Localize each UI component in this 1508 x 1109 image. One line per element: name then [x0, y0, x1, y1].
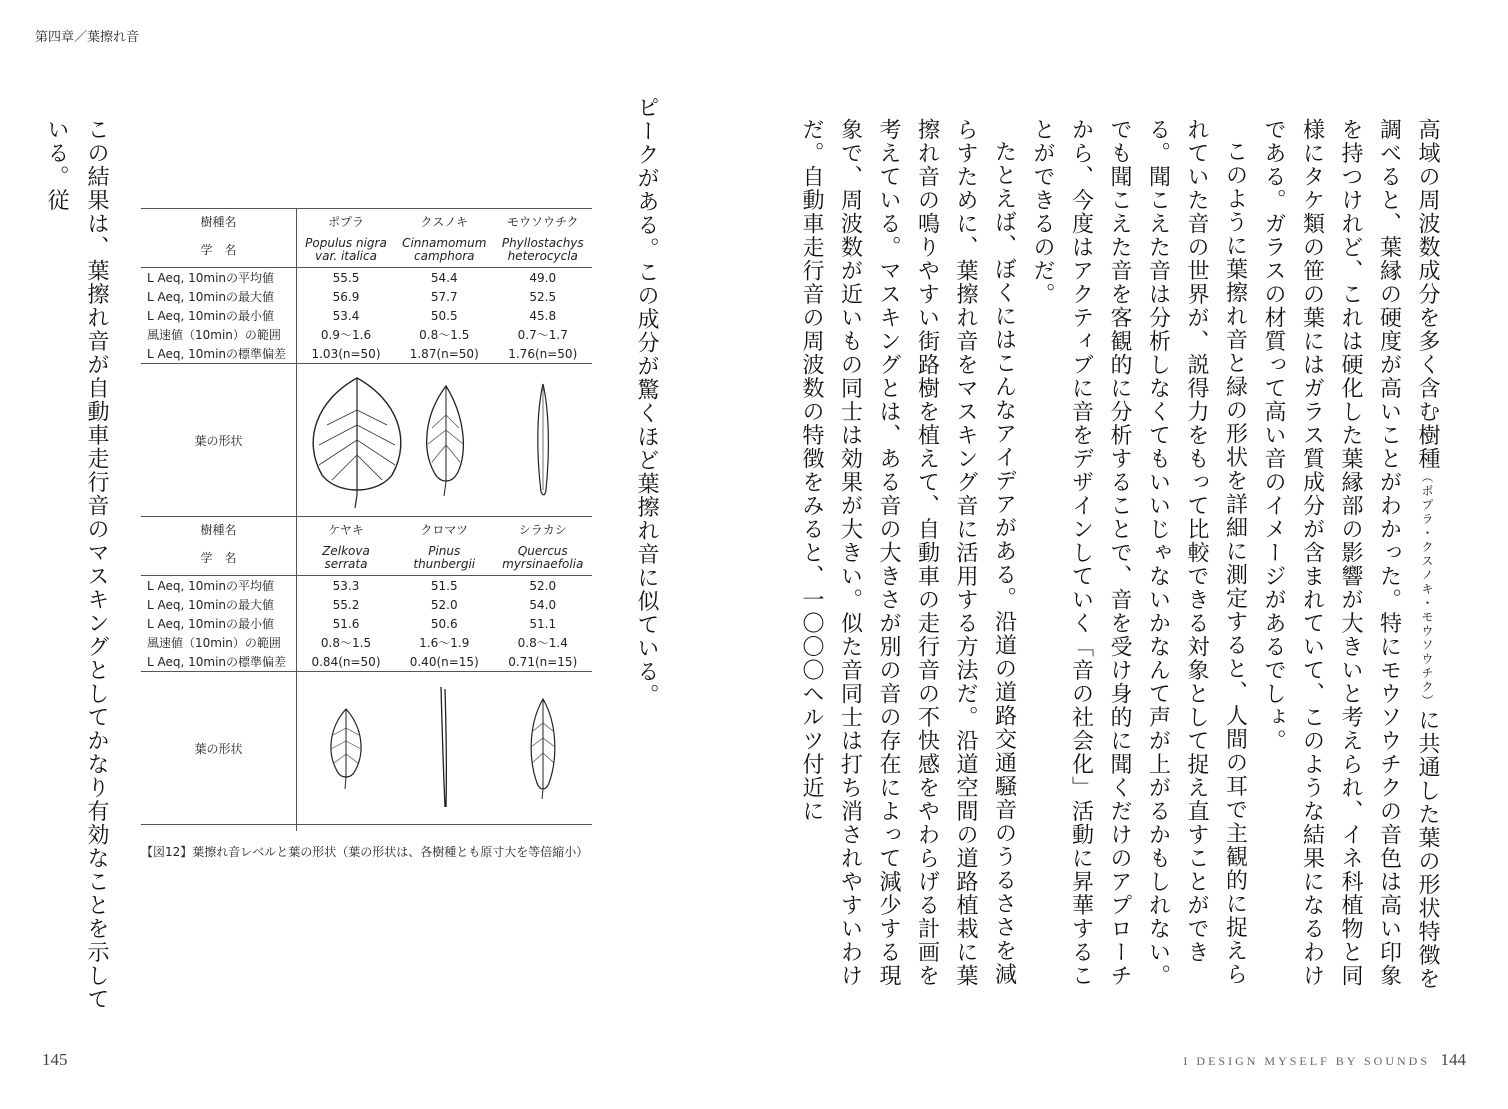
row-label: L Aeq, 10minの最大値 — [141, 595, 297, 614]
scientific-name-row — [141, 541, 592, 576]
poplar-leaf-illustration — [297, 364, 396, 517]
row-label: 風速値（10min）の範囲 — [141, 325, 297, 344]
tree-name: ケヤキ — [297, 517, 396, 542]
table-cell — [395, 825, 494, 832]
table-cell: 50.5 — [430, 308, 458, 323]
row-label: 風速値（10min）の範囲 — [141, 633, 297, 652]
row-label: L Aeq, 10minの最大値 — [141, 287, 297, 306]
page-number-left: 145 — [42, 1050, 68, 1069]
row-label: L Aeq, 10minの最小値 — [141, 306, 297, 325]
table-cell: 57.7 — [430, 289, 458, 304]
table-cell: 50.6 — [430, 616, 458, 631]
quercus-leaf-illustration — [494, 672, 593, 825]
scientific-name: Cinnamomum camphora — [402, 236, 487, 263]
moso-bamboo-leaf-illustration — [494, 364, 593, 517]
laeq-stddev-row — [141, 344, 592, 364]
tree-name: シラカシ — [494, 517, 593, 542]
table-cell: 53.4 — [332, 308, 360, 323]
row-label: L Aeq, 10minの平均値 — [141, 576, 297, 596]
zelkova-leaf-illustration — [297, 672, 396, 825]
tree-name-row — [141, 517, 592, 542]
tree-name-row — [141, 209, 592, 234]
laeq-min-row — [141, 306, 592, 325]
table-cell: 1.6〜1.9 — [419, 636, 470, 650]
scientific-name: Quercus myrsinaefolia — [502, 544, 584, 571]
figure-12 — [141, 208, 592, 860]
row-label: L Aeq, 10minの平均値 — [141, 268, 297, 288]
table-cell — [141, 825, 297, 832]
camphor-leaf-illustration — [395, 364, 494, 517]
scientific-name-label: 学 名 — [141, 233, 297, 268]
table-cell: 55.5 — [297, 268, 396, 288]
running-footer-title: I DESIGN MYSELF BY SOUNDS — [1183, 1054, 1430, 1068]
laeq-mean-row — [141, 576, 592, 596]
laeq-min-row — [141, 614, 592, 633]
leaf-shape-row — [141, 364, 592, 517]
figure-caption: 【図12】葉擦れ音レベルと葉の形状（葉の形状は、各樹種とも原寸大を等倍縮小） — [141, 845, 589, 859]
tree-name-label: 樹種名 — [141, 517, 297, 542]
tree-name-label: 樹種名 — [141, 209, 297, 234]
table-cell: 56.9 — [332, 289, 360, 304]
table-cell: 0.71(n=15) — [508, 654, 578, 669]
page-number-right: 144 — [1440, 1050, 1466, 1069]
tree-species-note: （ポプラ・クスノキ・モウソウチク） — [1420, 470, 1434, 709]
wind-speed-row — [141, 633, 592, 652]
table-cell — [494, 825, 593, 832]
tree-name: モウソウチク — [494, 209, 593, 234]
tree-name: クスノキ — [395, 209, 494, 234]
table-cell: 0.84(n=50) — [311, 654, 381, 669]
result-text: この結果は、葉擦れ音が自動車走行音のマスキングとしてかなり有効なことを示している。従 — [44, 118, 109, 1011]
table-cell: 53.3 — [297, 576, 396, 596]
table-cell: 49.0 — [494, 268, 593, 288]
paragraph-2: このように葉擦れ音と緑の形状を詳細に測定すると、人間の耳で主観的に捉えられていた音の世界が、説得力をもって比較できる対象として捉え直すことができる。聞こえた音は分析しなくてもいいじゃないかなんて声が上がるかもしれない。でも聞こえた音を客観的に分析することで、音を受け身的に聞くだけのアプローチから、今度はアクティブに音をデザインしていく「音の社会化」活動に昇華することができるのだ。 — [1030, 118, 1248, 988]
table-cell: 0.8〜1.5 — [419, 328, 470, 342]
leaf-shape-label: 葉の形状 — [141, 364, 297, 517]
row-label: L Aeq, 10minの標準偏差 — [141, 652, 297, 672]
laeq-stddev-row — [141, 652, 592, 672]
scientific-name-row — [141, 233, 592, 268]
table-cell: 51.1 — [529, 616, 557, 631]
table-cell: 51.6 — [332, 616, 360, 631]
wind-speed-row — [141, 325, 592, 344]
leaf-shape-row — [141, 672, 592, 825]
scientific-name-label: 学 名 — [141, 541, 297, 576]
scientific-name: Phyllostachys heterocycla — [501, 236, 584, 263]
paragraph-1 — [1254, 118, 1447, 998]
table-cell: 45.8 — [529, 308, 557, 323]
laeq-max-row — [141, 287, 592, 306]
scientific-name: Pinus thunbergii — [413, 544, 476, 571]
table-cell: 1.03(n=50) — [311, 346, 381, 361]
table-cell: 52.0 — [494, 576, 593, 596]
table-cell: 0.8〜1.4 — [517, 636, 568, 650]
table-cell: 54.0 — [529, 597, 557, 612]
table-cell: 1.76(n=50) — [508, 346, 578, 361]
peak-text: ピークがある。この成分が驚くほど葉擦れ音に似ている。 — [634, 96, 659, 707]
table-cell: 0.40(n=15) — [409, 654, 479, 669]
row-label: L Aeq, 10minの標準偏差 — [141, 344, 297, 364]
row-label: L Aeq, 10minの最小値 — [141, 614, 297, 633]
table-cell: 1.87(n=50) — [409, 346, 479, 361]
table-cell: 55.2 — [332, 597, 360, 612]
tree-name: ポプラ — [297, 209, 396, 234]
table-cell: 0.9〜1.6 — [320, 328, 372, 342]
black-pine-needle-illustration — [395, 672, 494, 825]
scientific-name: Populus nigra var. italica — [305, 236, 387, 263]
leaf-sound-table — [141, 208, 592, 831]
right-page-body — [799, 118, 1446, 998]
table-cell: 52.0 — [430, 597, 458, 612]
running-head: 第四章／葉擦れ音 — [35, 30, 140, 45]
table-cell: 52.5 — [529, 289, 557, 304]
paragraph-3: たとえば、ぼくにはこんなアイデアがある。沿道の道路交通騒音のうるささを減らすために、葉擦れ音をマスキング音に活用する方法だ。沿道空間の道路植栽に葉擦れ音の鳴りやすい街路樹を植えて、自動車の走行音の不快感をやわらげる計画を考えている。マスキングとは、ある音の大きさが別の音の存在によって減少する現象で、周波数が近いもの同士は効果が大きい。似た音同士は打ち消されやすいわけだ。自動車走行音の周波数の特徴をみると、一〇〇〇ヘルツ付近に — [799, 118, 1017, 988]
table-cell: 54.4 — [395, 268, 494, 288]
table-cell: 51.5 — [395, 576, 494, 596]
table-cell: 0.7〜1.7 — [517, 328, 568, 342]
table-cell — [297, 825, 396, 832]
tree-name: クロマツ — [395, 517, 494, 542]
table-bottom-rule — [141, 825, 592, 832]
laeq-max-row — [141, 595, 592, 614]
scientific-name: Zelkova serrata — [322, 544, 370, 571]
paragraph-1-part-a: 高域の周波数成分を多く含む樹種 — [1415, 118, 1440, 471]
leaf-shape-label: 葉の形状 — [141, 672, 297, 825]
table-cell: 0.8〜1.5 — [320, 636, 372, 650]
paragraph-1-part-b: に共通した葉の形状特徴を調べると、葉縁の硬度が高いことがわかった。特にモウソウチクの音色は高い印象を持つけれど、これは硬化した葉縁部の影響が大きいと考えられ、イネ科植物と同様にタケ類の笹の葉にはガラス質成分が含まれていて、このような結果になるわけである。ガラスの材質って高い音のイメージがあるでしょ。 — [1261, 118, 1440, 991]
laeq-mean-row — [141, 268, 592, 288]
